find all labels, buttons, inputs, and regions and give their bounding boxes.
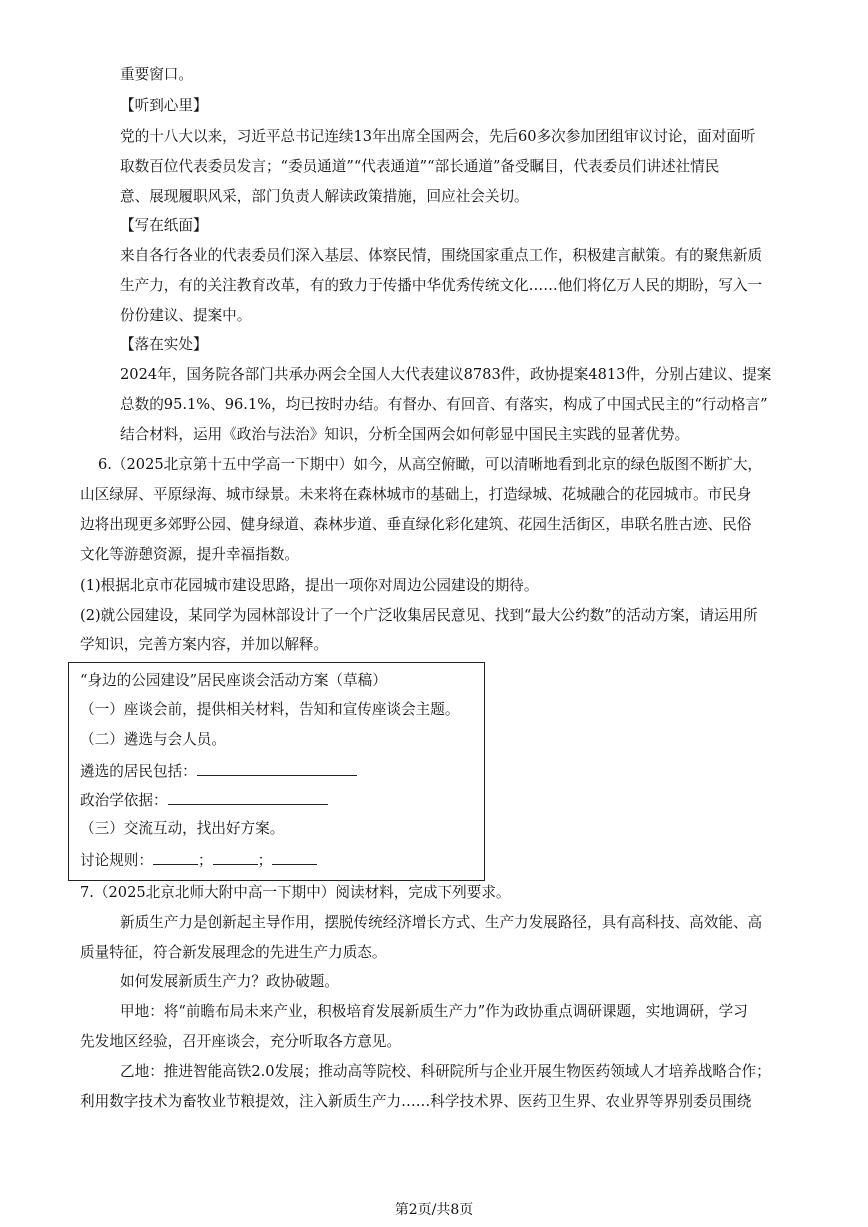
paragraph-line: 总数的95.1%、96.1%，均已按时办结。有督办、有回音、有落实，构成了中国式民主的“行动格言” — [120, 396, 768, 413]
paragraph-line: 来自各行各业的代表委员们深入基层、体察民情，围绕国家重点工作，积极建言献策。有的聚焦新质 — [120, 247, 763, 264]
paragraph-line: 党的十八大以来，习近平总书记连续13年出席全国两会，先后60多次参加团组审议讨论，面对面听 — [120, 128, 756, 145]
plan-item-2: （二）遴选与会人员。 — [80, 731, 226, 748]
plan-title: “身边的公园建设”居民座谈会活动方案（草稿） — [80, 672, 387, 689]
paragraph-line: 山区绿屏、平原绿海、城市绿景。未来将在森林城市的基础上，打造绿城、花城融合的花园城市。市民身 — [80, 486, 752, 503]
question-6-sub-1: (1)根据北京市花园城市建设思路，提出一项你对周边公园建设的期待。 — [80, 577, 539, 594]
plan-field-rules — [80, 849, 317, 871]
paragraph-line: 份份建议、提案中。 — [120, 307, 252, 324]
plan-item-1: （一）座谈会前，提供相关材料，告知和宣传座谈会主题。 — [80, 701, 460, 718]
paragraph-line: 乙地：推进智能高铁2.0发展；推动高等院校、科研院所与企业开展生物医药领域人才培养战略合作； — [120, 1063, 771, 1080]
plan-field-residents — [80, 760, 357, 782]
answer-blank[interactable] — [168, 789, 328, 805]
paragraph-line: 质量特征，符合新发展理念的先进生产力质态。 — [80, 944, 387, 961]
field-label: 讨论规则： — [80, 852, 153, 869]
question-7-stem: 7.（2025北京北师大附中高一下期中）阅读材料，完成下列要求。 — [80, 884, 511, 901]
section-heading: 【落在实处】 — [120, 336, 208, 353]
paragraph-line: 边将出现更多郊野公园、健身绿道、森林步道、垂直绿化彩化建筑、花园生活街区，串联名胜古迹、民俗 — [80, 516, 752, 533]
paragraph-line: 甲地：将“前瞻布局未来产业，积极培育发展新质生产力”作为政协重点调研课题，实地调研，学习 — [120, 1003, 748, 1020]
field-label: 遴选的居民包括： — [80, 763, 197, 780]
answer-blank[interactable] — [213, 849, 258, 865]
paragraph-line: 意、展现履职风采，部门负责人解读政策措施，回应社会关切。 — [120, 188, 529, 205]
separator: ； — [257, 852, 273, 869]
plan-item-3: （三）交流互动，找出好方案。 — [80, 820, 285, 837]
paragraph-line: 2024年，国务院各部门共承办两会全国人大代表建议8783件，政协提案4813件，分别占建议、提案 — [120, 366, 772, 383]
paragraph-line: 学知识，完善方案内容，并加以解释。 — [80, 636, 329, 653]
paragraph-line: 利用数字技术为畜牧业节粮提效，注入新质生产力……科学技术界、医药卫生界、农业界等界别委员围绕 — [80, 1093, 752, 1110]
answer-blank[interactable] — [272, 849, 317, 865]
section-heading: 【写在纸面】 — [120, 217, 208, 234]
paragraph-line: 如何发展新质生产力？政协破题。 — [120, 973, 339, 990]
paragraph-line: 先发地区经验，召开座谈会，充分听取各方意见。 — [80, 1033, 402, 1050]
field-label: 政治学依据： — [80, 792, 168, 809]
plan-field-basis — [80, 789, 328, 811]
answer-blank[interactable] — [197, 760, 357, 776]
paragraph-line: 重要窗口。 — [120, 66, 193, 83]
answer-blank[interactable] — [153, 849, 198, 865]
section-heading: 【听到心里】 — [120, 97, 208, 114]
paragraph-line: 取数百位代表委员发言；“委员通道”“代表通道”“部长通道”备受瞩目，代表委员们讲述社情民 — [120, 158, 720, 175]
paragraph-line: 结合材料，运用《政治与法治》知识，分析全国两会如何彰显中国民主实践的显著优势。 — [120, 426, 690, 443]
paragraph-line: 新质生产力是创新起主导作用，摆脱传统经济增长方式、生产力发展路径，具有高科技、高效能、高 — [120, 914, 763, 931]
page-number: 第2页/共8页 — [394, 1202, 474, 1218]
question-6-stem: 6.（2025北京第十五中学高一下期中）如今，从高空俯瞰，可以清晰地看到北京的绿色版图不断扩大， — [98, 456, 763, 473]
question-6-sub-2: (2)就公园建设，某同学为园林部设计了一个广泛收集居民意见、找到“最大公约数”的活动方案，请运用所 — [80, 607, 758, 624]
paragraph-line: 文化等游憩资源，提升幸福指数。 — [80, 546, 299, 563]
separator: ； — [197, 852, 213, 869]
paragraph-line: 生产力，有的关注教育改革，有的致力于传播中华优秀传统文化……他们将亿万人民的期盼，写入一 — [120, 277, 763, 294]
